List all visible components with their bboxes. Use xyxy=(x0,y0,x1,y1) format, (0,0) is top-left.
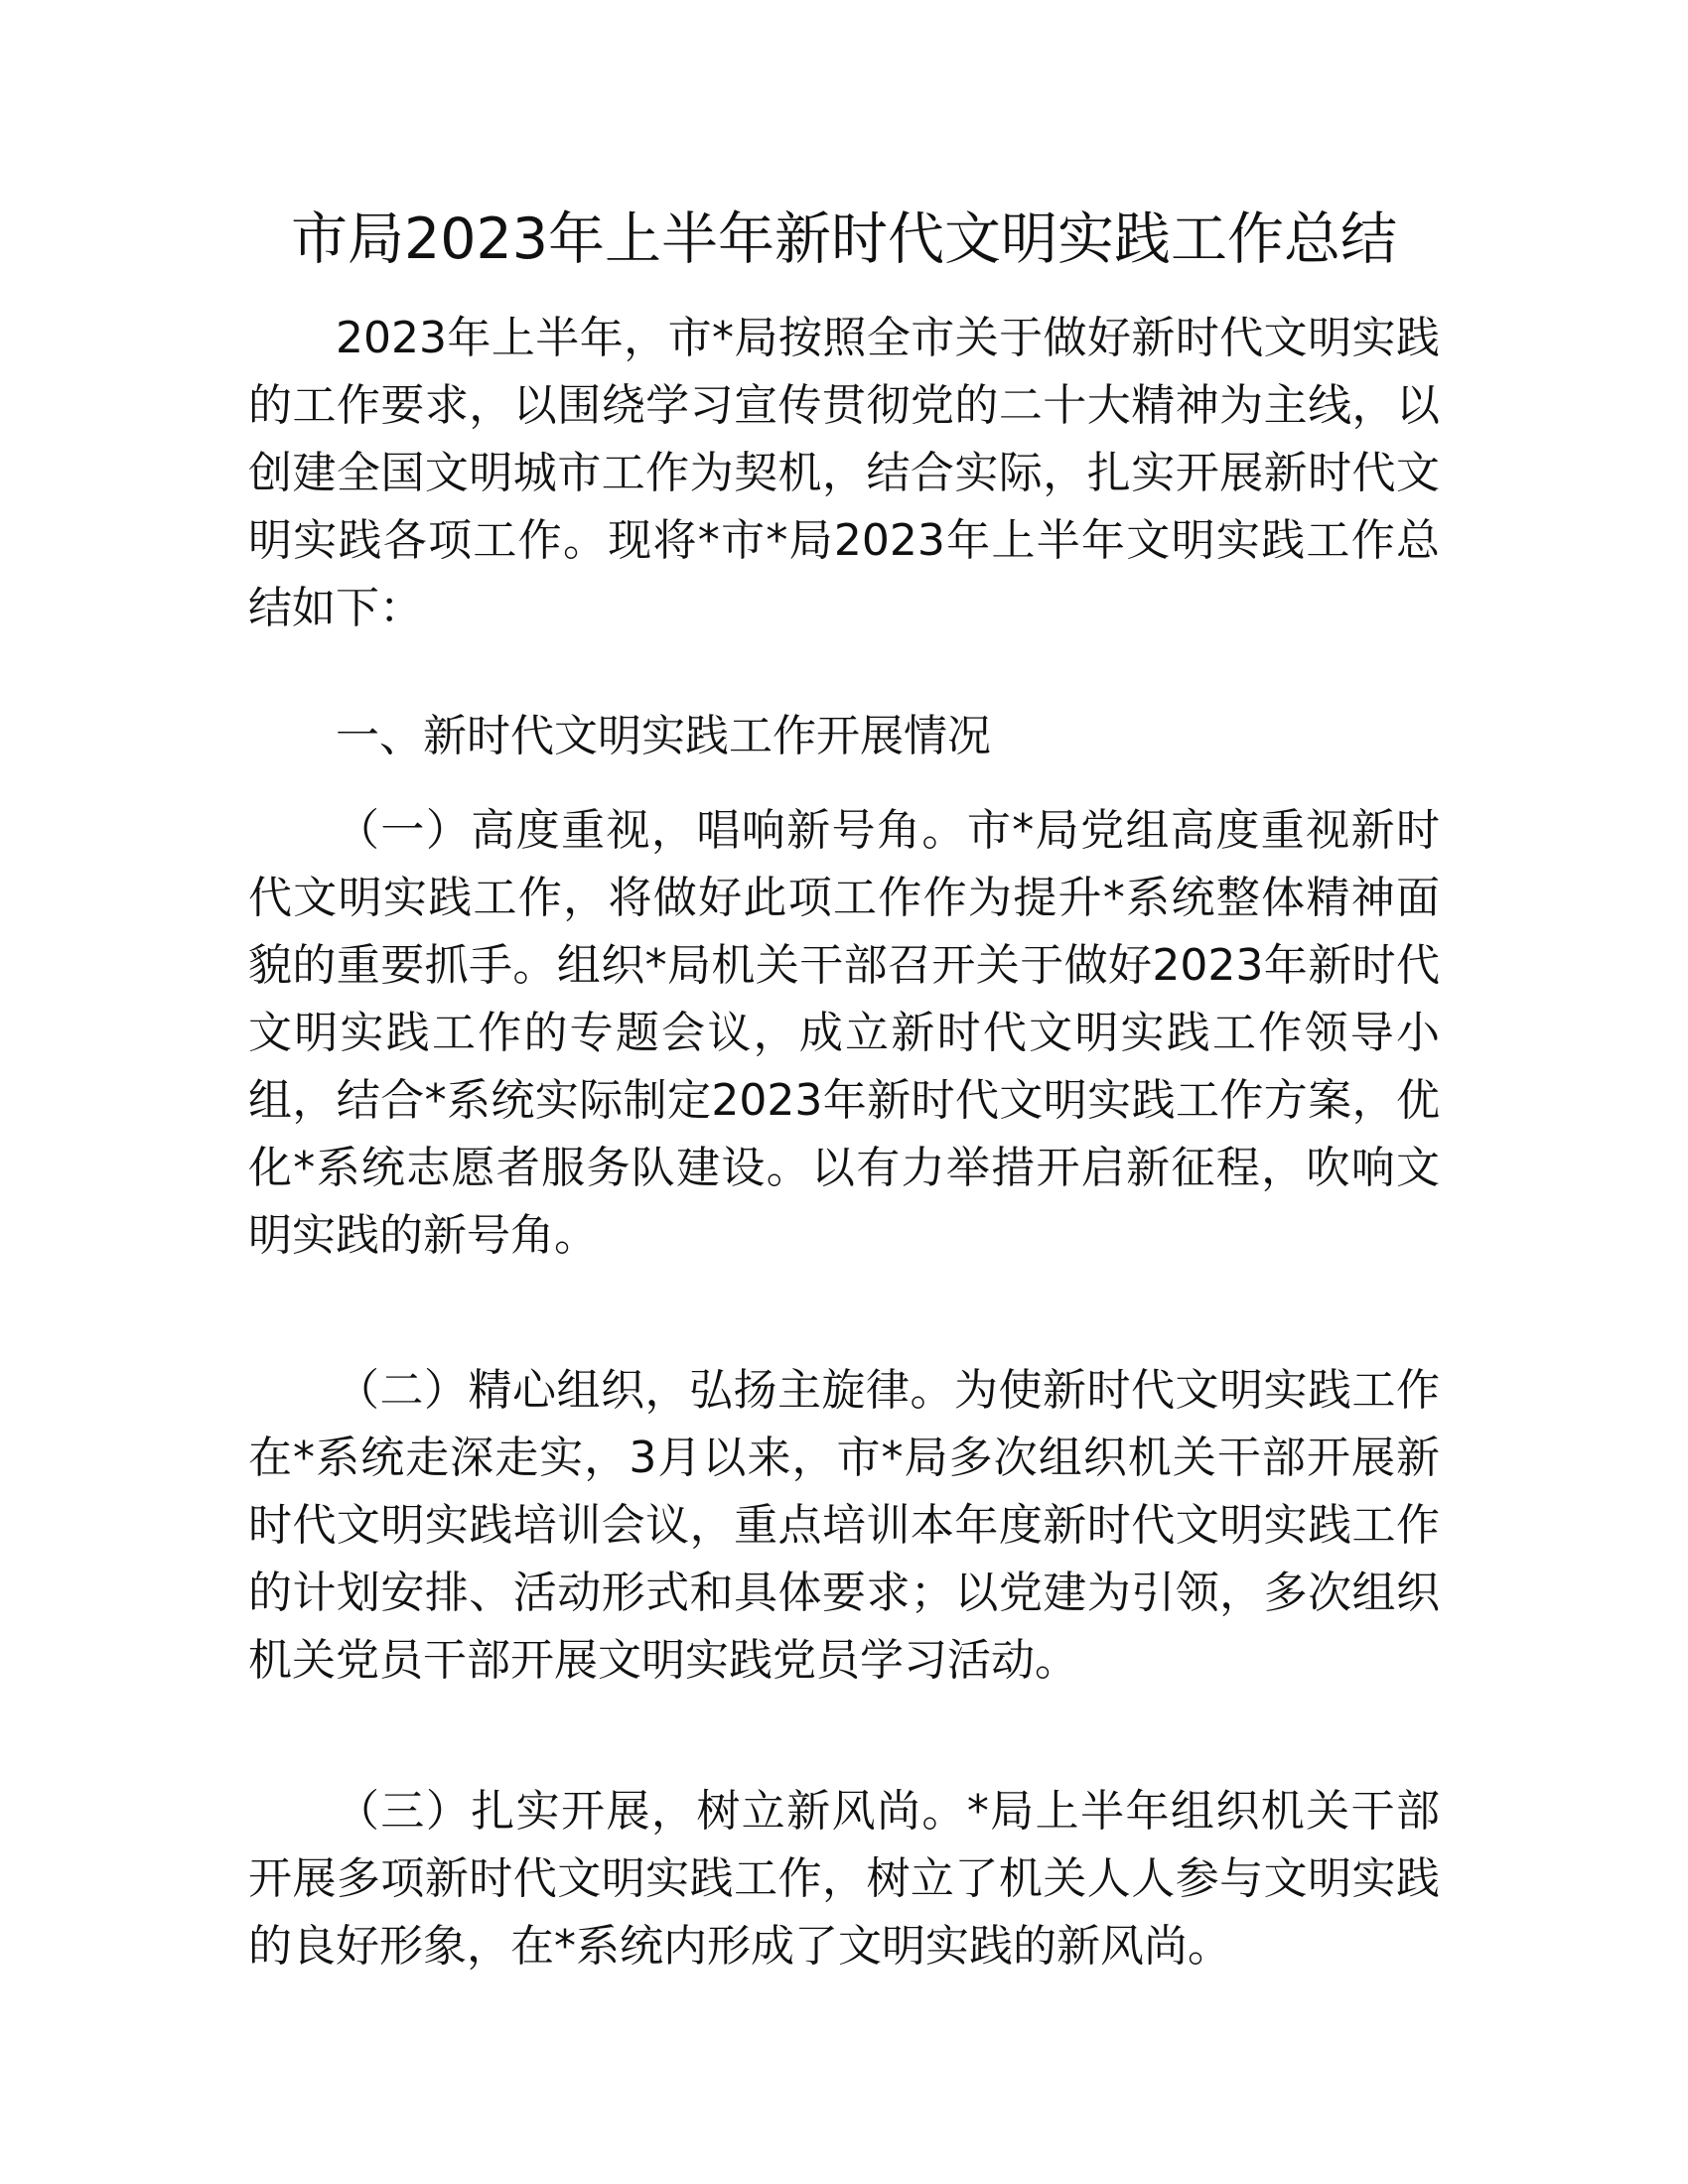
document-title: 市局2023年上半年新时代文明实践工作总结 xyxy=(290,206,1398,272)
subsection-paragraph-3: （三）扎实开展，树立新风尚。*局上半年组织机关干部开展多项新时代文明实践工作，树立了机关人人参与文明实践的良好形象，在*系统内形成了文明实践的新风尚。 xyxy=(248,1786,1440,1972)
subsection-paragraph-1: （一）高度重视，唱响新号角。市*局党组高度重视新时代文明实践工作，将做好此项工作作为提升*系统整体精神面貌的重要抓手。组织*局机关干部召开关于做好2023年新时代文明实践工作的专题会议，成立新时代文明实践工作领导小组，结合*系统实际制定2023年新时代文明实践工作方案，优化*系统志愿者服务队建设。以有力举措开启新征程，吹响文明实践的新号角。 xyxy=(248,805,1440,1261)
intro-paragraph: 2023年上半年，市*局按照全市关于做好新时代文明实践的工作要求，以围绕学习宣传贯彻党的二十大精神为主线，以创建全国文明城市工作为契机，结合实际，扎实开展新时代文明实践各项工作。现将*市*局2023年上半年文明实践工作总结如下： xyxy=(248,313,1440,633)
subsection-paragraph-2: （二）精心组织，弘扬主旋律。为使新时代文明实践工作在*系统走深走实，3月以来，市*局多次组织机关干部开展新时代文明实践培训会议，重点培训本年度新时代文明实践工作的计划安排、活动形式和具体要求；以党建为引领，多次组织机关党员干部开展文明实践党员学习活动。 xyxy=(248,1365,1440,1686)
section-heading-1: 一、新时代文明实践工作开展情况 xyxy=(336,711,991,761)
